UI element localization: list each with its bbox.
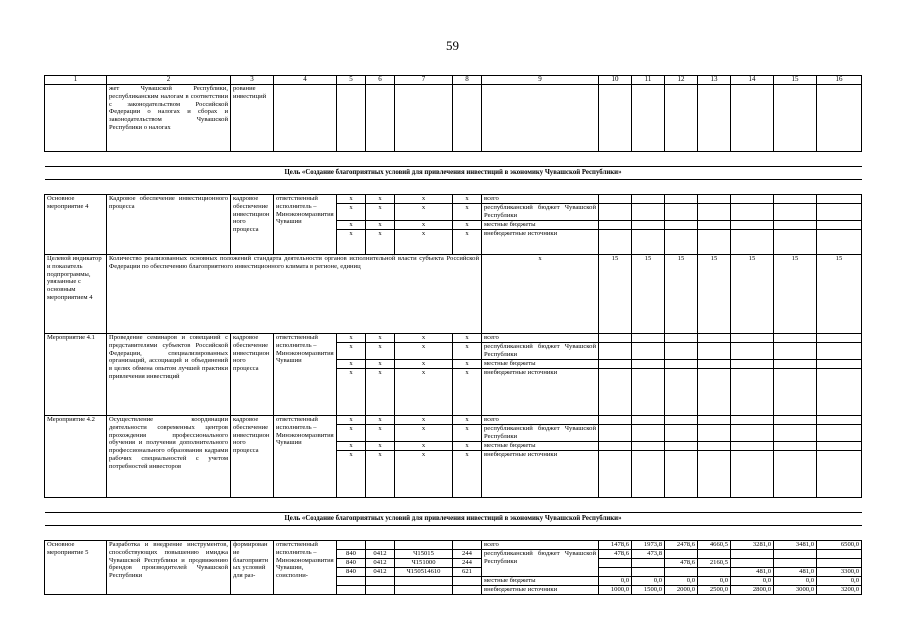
value-cell: 3481,0 <box>774 541 817 550</box>
measure-text: Проведение семинаров и совещаний с представителями субъектов Российской Федерации, специализированных организаций, ассоциаций и объединений в целях обмена опытом лучшей практики привлечения инвестиций <box>107 334 231 416</box>
x-mark: x <box>395 230 453 255</box>
value-cell: 478,6 <box>665 559 698 568</box>
value-cell <box>632 195 665 204</box>
value-cell <box>731 195 774 204</box>
value-cell <box>698 550 731 559</box>
funding-source: всего <box>482 416 599 425</box>
indicator-name: Целевой индикатор и показатель подпрограммы, увязанные с основным мероприятием 4 <box>45 255 107 334</box>
value-cell <box>599 204 632 221</box>
x-mark: x <box>366 334 395 343</box>
value-cell <box>665 550 698 559</box>
code-cell <box>453 586 482 595</box>
value-cell <box>731 334 774 343</box>
x-mark: x <box>337 442 366 451</box>
x-mark: x <box>453 204 482 221</box>
funding-source: республиканский бюджет Чувашской Республики <box>482 204 599 221</box>
value-cell <box>817 204 862 221</box>
x-mark: x <box>366 221 395 230</box>
cell <box>599 85 632 152</box>
value-cell: 478,6 <box>599 550 632 559</box>
value-cell: 3281,0 <box>731 541 774 550</box>
value-cell <box>665 343 698 360</box>
value-cell <box>817 559 862 568</box>
value-cell <box>698 369 731 416</box>
value-cell <box>698 360 731 369</box>
x-mark: x <box>366 425 395 442</box>
value-cell <box>817 442 862 451</box>
x-mark: x <box>366 451 395 498</box>
value-cell <box>774 442 817 451</box>
value-cell <box>698 343 731 360</box>
funding-source: местные бюджеты <box>482 442 599 451</box>
value-cell <box>774 343 817 360</box>
funding-source: местные бюджеты <box>482 577 599 586</box>
code-cell <box>453 577 482 586</box>
value-cell <box>599 195 632 204</box>
measure-name: Основное мероприятие 4 <box>45 195 107 255</box>
code-cell: 0412 <box>366 550 395 559</box>
value-cell <box>731 451 774 498</box>
value-cell <box>817 360 862 369</box>
goal-spacer <box>45 152 862 167</box>
code-cell: Ч15015 <box>395 550 453 559</box>
value-cell <box>731 343 774 360</box>
measure-name: Основное мероприятие 5 <box>45 541 107 595</box>
value-cell <box>632 451 665 498</box>
value-cell <box>665 204 698 221</box>
value-cell: 3000,0 <box>774 586 817 595</box>
value-cell <box>698 442 731 451</box>
value-cell <box>817 334 862 343</box>
x-mark: x <box>337 204 366 221</box>
value-cell <box>632 230 665 255</box>
measure-text: Осуществление координации деятельности современных центров прохождения профессионального обучения и получения дополнительного профессионального образования кадрами рабочих специальностей с учетом потребностей инвесторов <box>107 416 231 498</box>
value-cell <box>698 334 731 343</box>
header-cell: 11 <box>632 76 665 85</box>
value-cell <box>632 416 665 425</box>
measure-text: жет Чувашской Республики, республиканским налогам в соответствии с законодательством Российской Федерации о налогах и сборах и законодательством Чувашской Республики о налогах <box>107 85 231 152</box>
cell <box>453 85 482 152</box>
table-row <box>45 416 862 425</box>
cell <box>274 85 337 152</box>
code-cell <box>395 541 453 550</box>
code-cell <box>395 586 453 595</box>
funding-source: республиканский бюджет Чувашской Республики <box>482 343 599 360</box>
executor-text: ответственный исполнитель – Минэкономразвития Чувашии, соисполни- <box>274 541 337 595</box>
value-cell <box>774 230 817 255</box>
indicator-value: 15 <box>731 255 774 334</box>
header-cell: 6 <box>366 76 395 85</box>
x-mark: x <box>337 416 366 425</box>
x-mark: x <box>453 334 482 343</box>
x-mark: x <box>395 416 453 425</box>
value-cell <box>665 369 698 416</box>
value-cell <box>817 221 862 230</box>
indicator-text: Количество реализованных основных положений стандарта деятельности органов исполнительной власти субъекта Российской Федерации по обеспечению благоприятного инвестиционного климата в регионе, единиц <box>107 255 482 334</box>
indicator-value: 15 <box>817 255 862 334</box>
x-mark: x <box>395 425 453 442</box>
code-cell: Ч150514610 <box>395 568 453 577</box>
funding-source: республиканский бюджет Чувашской Республики <box>482 425 599 442</box>
x-mark: x <box>366 343 395 360</box>
value-cell: 3300,0 <box>817 568 862 577</box>
value-cell <box>774 416 817 425</box>
code-cell <box>366 586 395 595</box>
code-cell: 840 <box>337 550 366 559</box>
value-cell <box>698 416 731 425</box>
header-cell: 16 <box>817 76 862 85</box>
x-mark: x <box>395 195 453 204</box>
value-cell <box>599 568 632 577</box>
value-cell <box>632 568 665 577</box>
x-mark: x <box>366 416 395 425</box>
value-cell <box>665 451 698 498</box>
value-cell <box>599 442 632 451</box>
code-cell <box>453 541 482 550</box>
x-mark: x <box>366 204 395 221</box>
value-cell: 2500,0 <box>698 586 731 595</box>
x-mark: x <box>453 442 482 451</box>
funding-source: внебюджетные источники <box>482 586 599 595</box>
cell <box>731 85 774 152</box>
x-mark: x <box>337 334 366 343</box>
x-mark: x <box>366 230 395 255</box>
value-cell <box>698 195 731 204</box>
value-cell <box>599 451 632 498</box>
indicator-value: 15 <box>632 255 665 334</box>
code-cell: 0412 <box>366 568 395 577</box>
value-cell <box>731 559 774 568</box>
measure-text: Разработка и внедрение инструментов, способствующих повышению имиджа Чувашской Республики и продвижению брендов производителей Чувашской Республики <box>107 541 231 595</box>
value-cell: 4660,5 <box>698 541 731 550</box>
value-cell <box>774 195 817 204</box>
value-cell <box>632 221 665 230</box>
value-cell: 0,0 <box>599 577 632 586</box>
code-cell <box>337 586 366 595</box>
value-cell <box>774 451 817 498</box>
value-cell <box>599 221 632 230</box>
value-cell <box>698 451 731 498</box>
value-cell <box>665 568 698 577</box>
indicator-value: 15 <box>599 255 632 334</box>
x-mark: x <box>395 204 453 221</box>
code-cell <box>337 541 366 550</box>
cell <box>395 85 453 152</box>
value-cell: 473,8 <box>632 550 665 559</box>
value-cell <box>817 416 862 425</box>
value-cell <box>774 204 817 221</box>
cell <box>366 85 395 152</box>
goal-title: Цель «Создание благоприятных условий для привлечения инвестиций в экономику Чувашской Республики» <box>45 513 862 526</box>
cell <box>774 85 817 152</box>
indicator-row <box>45 255 862 334</box>
indicator-value: 15 <box>698 255 731 334</box>
table-row <box>45 85 862 152</box>
value-cell <box>599 230 632 255</box>
funding-source: внебюджетные источники <box>482 369 599 416</box>
page-number: 59 <box>446 38 459 53</box>
table-row <box>45 195 862 204</box>
value-cell: 2160,5 <box>698 559 731 568</box>
value-cell <box>774 425 817 442</box>
x-mark: x <box>453 425 482 442</box>
code-cell <box>337 577 366 586</box>
value-cell <box>817 343 862 360</box>
purpose-text: формирование благоприятных условий для раз- <box>231 541 274 595</box>
x-mark: x <box>366 195 395 204</box>
code-cell: 840 <box>337 559 366 568</box>
value-cell <box>665 442 698 451</box>
value-cell: 2478,6 <box>665 541 698 550</box>
value-cell <box>665 425 698 442</box>
value-cell <box>665 416 698 425</box>
goal-spacer <box>45 526 862 541</box>
code-cell <box>366 577 395 586</box>
value-cell <box>731 416 774 425</box>
value-cell <box>698 221 731 230</box>
code-cell: 840 <box>337 568 366 577</box>
cell <box>337 85 366 152</box>
funding-source: местные бюджеты <box>482 221 599 230</box>
value-cell <box>599 369 632 416</box>
code-cell: 0412 <box>366 559 395 568</box>
value-cell <box>731 230 774 255</box>
x-mark: x <box>453 360 482 369</box>
goal-spacer <box>45 180 862 195</box>
value-cell <box>731 369 774 416</box>
value-cell <box>731 360 774 369</box>
value-cell <box>698 425 731 442</box>
value-cell: 1000,0 <box>599 586 632 595</box>
x-mark: x <box>395 221 453 230</box>
x-mark: x <box>453 230 482 255</box>
header-cell: 1 <box>45 76 107 85</box>
value-cell: 2800,0 <box>731 586 774 595</box>
x-mark: x <box>453 451 482 498</box>
value-cell <box>599 416 632 425</box>
x-mark: x <box>453 416 482 425</box>
header-cell: 15 <box>774 76 817 85</box>
header-row <box>45 76 862 85</box>
x-mark: x <box>337 360 366 369</box>
value-cell <box>731 221 774 230</box>
value-cell: 3200,0 <box>817 586 862 595</box>
x-mark: x <box>337 343 366 360</box>
header-cell: 10 <box>599 76 632 85</box>
header-cell: 14 <box>731 76 774 85</box>
value-cell: 1478,6 <box>599 541 632 550</box>
value-cell <box>817 425 862 442</box>
value-cell: 481,0 <box>731 568 774 577</box>
x-mark: x <box>482 255 599 334</box>
value-cell: 0,0 <box>665 577 698 586</box>
code-cell: 244 <box>453 550 482 559</box>
value-cell <box>599 360 632 369</box>
executor-text: ответственный исполнитель – Минэкономразвития Чувашии <box>274 195 337 255</box>
value-cell <box>599 334 632 343</box>
funding-source: всего <box>482 195 599 204</box>
value-cell <box>698 568 731 577</box>
goal-title: Цель «Создание благоприятных условий для привлечения инвестиций в экономику Чувашской Республики» <box>45 167 862 180</box>
goal-row-1 <box>45 167 862 180</box>
value-cell <box>698 230 731 255</box>
value-cell <box>665 221 698 230</box>
value-cell <box>665 195 698 204</box>
funding-source: республиканский бюджет Чувашской Республики <box>482 550 599 577</box>
value-cell: 6500,0 <box>817 541 862 550</box>
goal-spacer <box>45 498 862 513</box>
code-cell <box>366 541 395 550</box>
header-cell: 8 <box>453 76 482 85</box>
value-cell <box>731 204 774 221</box>
value-cell <box>665 334 698 343</box>
header-cell: 9 <box>482 76 599 85</box>
header-cell: 3 <box>231 76 274 85</box>
cell <box>632 85 665 152</box>
x-mark: x <box>337 369 366 416</box>
header-cell: 2 <box>107 76 231 85</box>
value-cell <box>731 442 774 451</box>
x-mark: x <box>337 230 366 255</box>
executor-text: ответственный исполнитель – Минэкономразвития Чувашии <box>274 334 337 416</box>
x-mark: x <box>453 343 482 360</box>
value-cell <box>817 195 862 204</box>
value-cell <box>731 425 774 442</box>
header-cell: 4 <box>274 76 337 85</box>
value-cell: 481,0 <box>774 568 817 577</box>
table-row <box>45 541 862 550</box>
value-cell <box>817 369 862 416</box>
value-cell: 0,0 <box>698 577 731 586</box>
value-cell <box>774 334 817 343</box>
x-mark: x <box>337 425 366 442</box>
value-cell <box>632 559 665 568</box>
value-cell: 0,0 <box>774 577 817 586</box>
measure-name: Мероприятие 4.2 <box>45 416 107 498</box>
funding-source: всего <box>482 334 599 343</box>
x-mark: x <box>395 451 453 498</box>
value-cell <box>817 230 862 255</box>
cell <box>698 85 731 152</box>
purpose-text: рование инвестиций <box>231 85 274 152</box>
measure-text: Кадровое обеспечение инвестиционного процесса <box>107 195 231 255</box>
value-cell: 0,0 <box>632 577 665 586</box>
value-cell <box>632 369 665 416</box>
x-mark: x <box>337 451 366 498</box>
value-cell <box>817 451 862 498</box>
funding-source: внебюджетные источники <box>482 230 599 255</box>
value-cell <box>665 230 698 255</box>
indicator-value: 15 <box>665 255 698 334</box>
table-row <box>45 334 862 343</box>
purpose-text: кадровое обеспечение инвестиционного процесса <box>231 334 274 416</box>
value-cell <box>632 334 665 343</box>
x-mark: x <box>337 195 366 204</box>
code-cell <box>395 577 453 586</box>
x-mark: x <box>395 369 453 416</box>
indicator-value: 15 <box>774 255 817 334</box>
value-cell: 0,0 <box>817 577 862 586</box>
x-mark: x <box>395 442 453 451</box>
x-mark: x <box>395 360 453 369</box>
value-cell <box>817 550 862 559</box>
value-cell: 1973,8 <box>632 541 665 550</box>
header-cell: 7 <box>395 76 453 85</box>
code-cell: 244 <box>453 559 482 568</box>
value-cell <box>599 559 632 568</box>
value-cell <box>632 442 665 451</box>
value-cell <box>731 550 774 559</box>
code-cell: 621 <box>453 568 482 577</box>
value-cell <box>599 425 632 442</box>
value-cell <box>774 550 817 559</box>
value-cell: 2000,0 <box>665 586 698 595</box>
x-mark: x <box>453 221 482 230</box>
header-cell: 12 <box>665 76 698 85</box>
value-cell <box>632 360 665 369</box>
code-cell: Ч151000 <box>395 559 453 568</box>
cell <box>817 85 862 152</box>
funding-source: местные бюджеты <box>482 360 599 369</box>
value-cell: 0,0 <box>731 577 774 586</box>
value-cell <box>774 360 817 369</box>
purpose-text: кадровое обеспечение инвестиционного процесса <box>231 416 274 498</box>
purpose-text: кадровое обеспечение инвестиционного процесса <box>231 195 274 255</box>
cell <box>482 85 599 152</box>
cell <box>665 85 698 152</box>
x-mark: x <box>366 369 395 416</box>
x-mark: x <box>337 221 366 230</box>
measure-name: Мероприятие 4.1 <box>45 334 107 416</box>
executor-text: ответственный исполнитель – Минэкономразвития Чувашии <box>274 416 337 498</box>
x-mark: x <box>395 343 453 360</box>
funding-source: всего <box>482 541 599 550</box>
value-cell <box>698 204 731 221</box>
program-table <box>44 75 862 595</box>
value-cell <box>665 360 698 369</box>
value-cell <box>774 369 817 416</box>
header-cell: 13 <box>698 76 731 85</box>
value-cell: 1500,0 <box>632 586 665 595</box>
value-cell <box>632 343 665 360</box>
value-cell <box>774 221 817 230</box>
value-cell <box>774 559 817 568</box>
value-cell <box>599 343 632 360</box>
cell <box>45 85 107 152</box>
value-cell <box>632 204 665 221</box>
x-mark: x <box>395 334 453 343</box>
funding-source: внебюджетные источники <box>482 451 599 498</box>
x-mark: x <box>453 195 482 204</box>
header-cell: 5 <box>337 76 366 85</box>
x-mark: x <box>366 442 395 451</box>
x-mark: x <box>366 360 395 369</box>
value-cell <box>632 425 665 442</box>
x-mark: x <box>453 369 482 416</box>
goal-row-2 <box>45 513 862 526</box>
